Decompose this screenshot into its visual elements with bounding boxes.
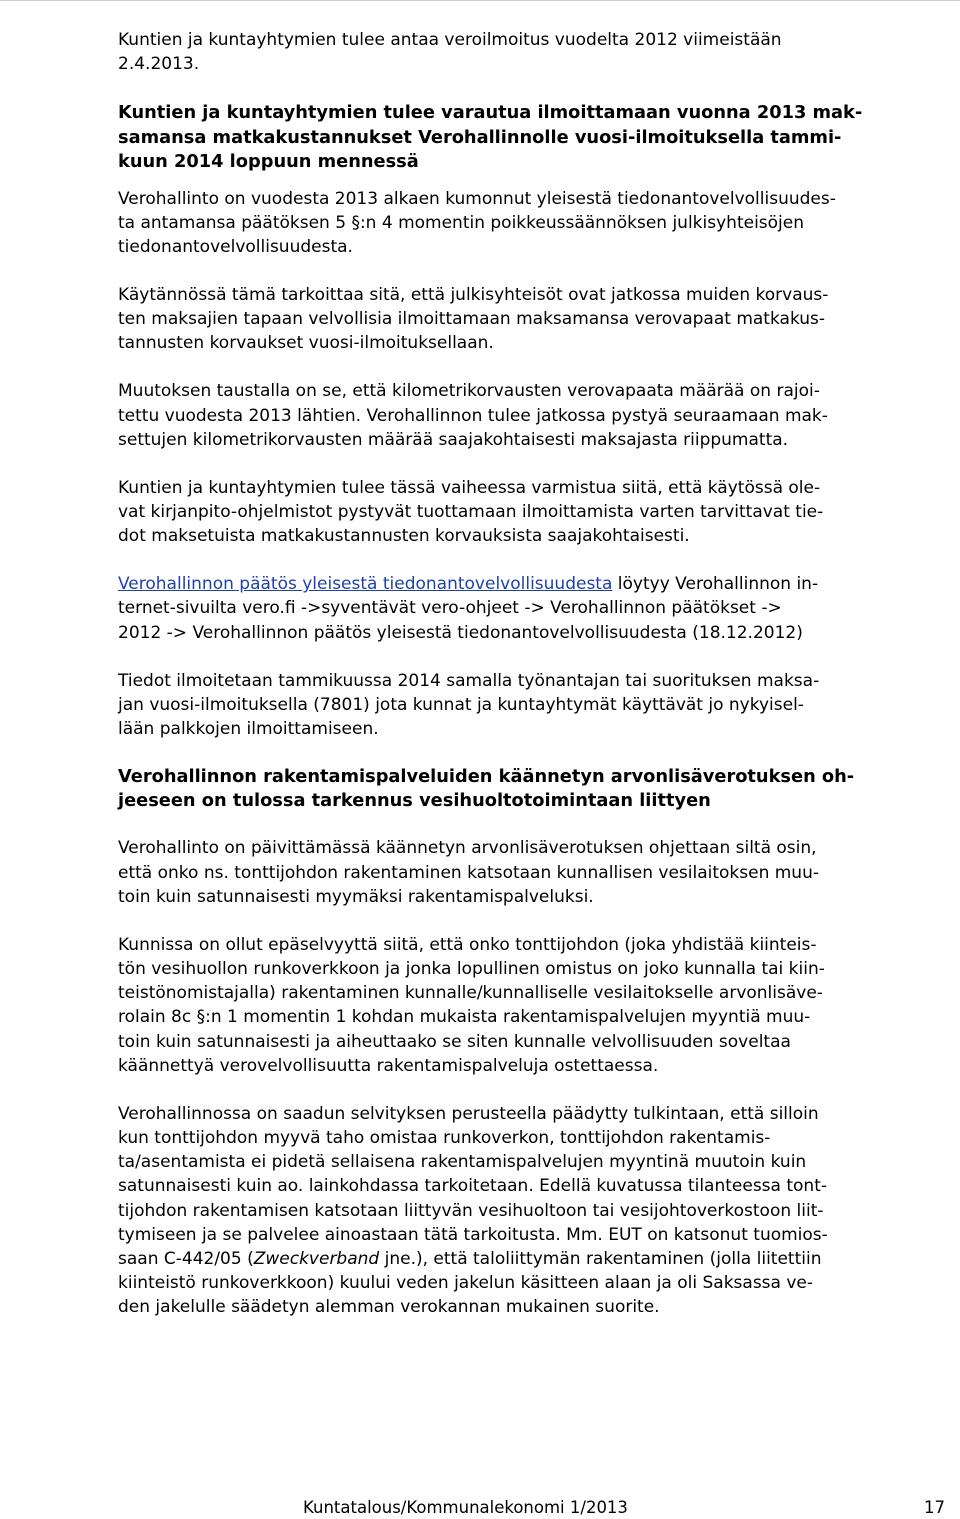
- article-body: [118, 28, 946, 1343]
- paragraph-decision-repealed: Verohallinto on vuodesta 2013 alkaen kumonnut yleisestä tiedonantovelvollisuudes- ta antamansa päätöksen 5 §:n 4 momentin poikkeussäännöksen julkisyhteisöjen tiedonantovelvollisuudesta.: [118, 188, 836, 257]
- interpretation-text-start: Verohallinnossa on saadun selvityksen perusteella päädytty tulkintaan, että silloin kun tonttijohdon myyvä taho omistaa runkoverkon, tonttijohdon rakentamis- ta/asentamista ei pidetä sellaisena rakentamispalvelujen myyntinä muutoin kuin satunnaisesti kuin ao. lainkohdassa tarkoitetaan. Edellä kuvatussa tilanteessa tont- tijohdon rakentamisen katsotaan liittyvän vesihuoltoon tai vesijohtoverkostoon liit- tymiseen ja se palvelee ainoastaan tätä tarkoitusta. Mm. EUT on katsonut tuomios- saan C-442/05 (: [118, 1103, 828, 1269]
- paragraph-reporting: Tiedot ilmoitetaan tammikuussa 2014 samalla työnantajan tai suorituksen maksa- jan vuosi-ilmoituksella (7801) jota kunnat ja kuntayhtymät käyttävät jo nykyisel- lään palkkojen ilmoittamiseen.: [118, 670, 820, 739]
- decision-link[interactable]: Verohallinnon päätös yleisestä tiedonantovelvollisuudesta: [118, 574, 613, 595]
- paragraph-software-readiness: Kuntien ja kuntayhtymien tulee tässä vaiheessa varmistua siitä, että käytössä ole- vat kirjanpito-ohjelmistot pystyvät tuottamaan ilmoittamista varten tarvittavat tie- dot maksetuista matkakustannusten korvauksista saajakohtaisesti.: [118, 477, 824, 547]
- paragraph-interpretation: [118, 1102, 946, 1320]
- page-number: 17: [924, 1498, 945, 1517]
- paragraph-decision-reference: [118, 572, 946, 645]
- paragraph-guidance-update: Verohallinto on päivittämässä käännetyn arvonlisäverotuksen ohjettaan siltä osin, että onko ns. tonttijohdon rakentaminen katsotaan kunnallisen vesilaitoksen muu- toin kuin satunnaisesti myymäksi rakentamispalveluksi.: [118, 838, 819, 907]
- paragraph-background: Muutoksen taustalla on se, että kilometrikorvausten verovapaata määrää on rajoi- tettu vuodesta 2013 lähtien. Verohallinnon tulee jatkossa pystyä seuraamaan mak- settujen kilometrikorvausten määrää saajakohtaisesti maksajasta riippumatta.: [118, 381, 828, 450]
- publication-name: Kuntatalous/Kommunalekonomi 1/2013: [303, 1498, 628, 1517]
- decision-reference-text: löytyy Verohallinnon in- ternet-sivuilta vero.fi ->syventävät vero-ohjeet -> Verohallinnon päätökset -> 2012 -> Verohallinnon päätös yleisestä tiedonantovelvollisuudesta (18.12.2012): [118, 574, 819, 643]
- paragraph-ambiguity: Kunnissa on ollut epäselvyyttä siitä, että onko tonttijohdon (joka yhdistää kiinteis- tön vesihuollon runkoverkkoon ja jonka lopullinen omistus on joko kunnalla tai kiin- teistönomistajalla) rakentaminen kunnalle/kunnalliselle vesilaitokselle arvonlisäve- rolain 8c §:n 1 momentin 1 kohdan mukaista rakentamispalvelujen myyntiä muu- toin kuin satunnaisesti ja aiheuttaako se siten kunnalle velvollisuuden soveltaa käännettyä verovelvollisuutta rakentamispalveluja ostettaessa.: [118, 934, 825, 1076]
- interpretation-text-end: jne.), että taloliittymän rakentaminen (jolla liitettiin kiinteistö runkoverkkoon) kuului veden jakelun käsitteen alaan ja oli Saksassa ve- den jakelulle säädetyn alemman verokannan mukainen suorite.: [118, 1249, 822, 1318]
- paragraph-in-practice: Käytännössä tämä tarkoittaa sitä, että julkisyhteisöt ovat jatkossa muiden korvaus- ten maksajien tapaan velvollisia ilmoittamaan maksamansa verovapaat matkakus- tannusten korvaukset vuosi-ilmoituksellaan.: [118, 284, 829, 354]
- intro-paragraph: Kuntien ja kuntayhtymien tulee antaa veroilmoitus vuodelta 2012 viimeistään 2.4.2013.: [118, 30, 782, 75]
- case-name-italic: Zweckverband: [253, 1249, 380, 1269]
- section-heading-vat-guidance: Verohallinnon rakentamispalveluiden käännetyn arvonlisäverotuksen oh- jeeseen on tulossa tarkennus vesihuoltotoimintaan liittyen: [118, 765, 855, 812]
- section-heading-travel-expenses: Kuntien ja kuntayhtymien tulee varautua ilmoittamaan vuonna 2013 mak- samansa matkakustannukset Verohallinnolle vuosi-ilmoituksella tammi- kuun 2014 loppuun mennessä: [118, 102, 863, 172]
- top-rule: [0, 0, 960, 1]
